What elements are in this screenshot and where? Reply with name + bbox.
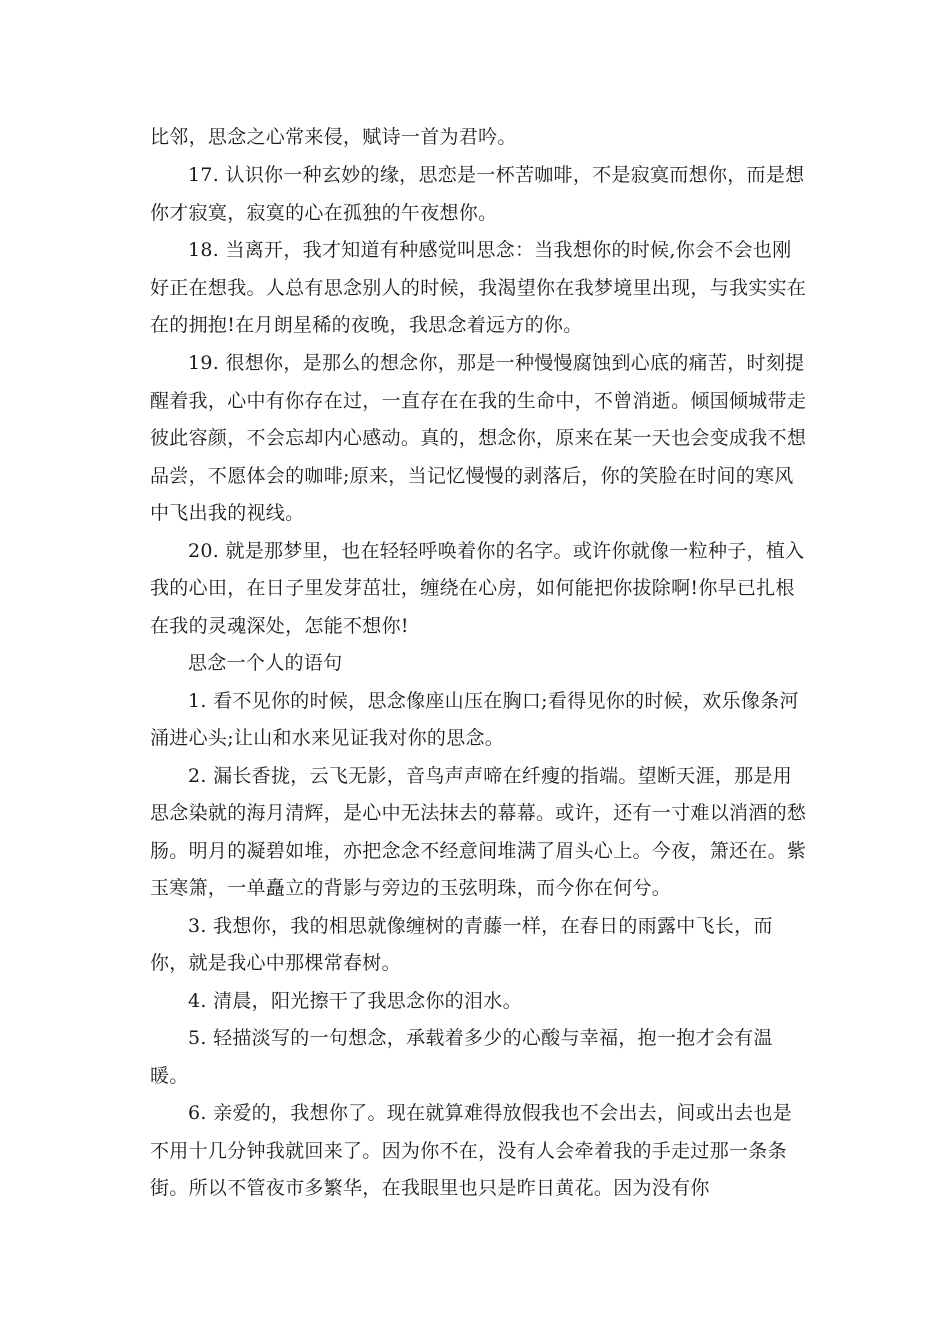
text-line: 18. 当离开，我才知道有种感觉叫思念：当我想你的时候,你会不会也刚 <box>188 239 792 261</box>
text-line: 6. 亲爱的，我想你了。现在就算难得放假我也不会出去，间或出去也是 <box>188 1102 793 1124</box>
text-line: 比邻，思念之心常来侵，赋诗一首为君吟。 <box>150 126 517 148</box>
text-line: 我的心田，在日子里发芽茁壮，缠绕在心房，如何能把你拔除啊!你早已扎根 <box>150 577 795 599</box>
section-heading: 思念一个人的语句 <box>188 652 343 674</box>
text-line: 中飞出我的视线。 <box>150 502 305 524</box>
text-line: 4. 清晨，阳光擦干了我思念你的泪水。 <box>188 990 522 1012</box>
text-line: 醒着我，心中有你存在过，一直存在在我的生命中，不曾消逝。倾国倾城带走 <box>150 390 807 412</box>
text-line: 涌进心头;让山和水来见证我对你的思念。 <box>150 727 505 749</box>
text-line: 在我的灵魂深处，怎能不想你! <box>150 615 409 637</box>
text-line: 17. 认识你一种玄妙的缘，思恋是一杯苦咖啡，不是寂寞而想你，而是想 <box>188 164 805 186</box>
text-line: 你才寂寞，寂寞的心在孤独的午夜想你。 <box>150 202 498 224</box>
text-line: 暖。 <box>150 1065 189 1087</box>
text-line: 19. 很想你，是那么的想念你，那是一种慢慢腐蚀到心底的痛苦，时刻提 <box>188 352 805 374</box>
text-line: 彼此容颜，不会忘却内心感动。真的，想念你，原来在某一天也会变成我不想 <box>150 427 807 449</box>
text-line: 肠。明月的凝碧如堆，亦把念念不经意间堆满了眉头心上。今夜，箫还在。紫 <box>150 840 807 862</box>
text-line: 玉寒箫，一单矗立的背影与旁边的玉弦明珠，而今你在何兮。 <box>150 877 672 899</box>
text-line: 20. 就是那梦里，也在轻轻呼唤着你的名字。或许你就像一粒种子，植入 <box>188 540 805 562</box>
text-line: 品尝，不愿体会的咖啡;原来，当记忆慢慢的剥落后，你的笑脸在时间的寒风 <box>150 465 794 487</box>
text-line: 不用十几分钟我就回来了。因为你不在，没有人会牵着我的手走过那一条条 <box>150 1140 787 1162</box>
text-line: 1. 看不见你的时候，思念像座山压在胸口;看得见你的时候，欢乐像条河 <box>188 690 799 712</box>
text-line: 5. 轻描淡写的一句想念，承载着多少的心酸与幸福，抱一抱才会有温 <box>188 1027 773 1049</box>
text-line: 在的拥抱!在月朗星稀的夜晚，我思念着远方的你。 <box>150 314 583 336</box>
text-line: 好正在想我。人总有思念别人的时候，我渴望你在我梦境里出现，与我实实在 <box>150 277 807 299</box>
text-line: 2. 漏长香拢，云飞无影，音鸟声声啼在纤瘦的指端。望断天涯，那是用 <box>188 765 793 787</box>
text-line: 3. 我想你，我的相思就像缠树的青藤一样，在春日的雨露中飞长，而 <box>188 915 773 937</box>
text-line: 思念染就的海月清辉，是心中无法抹去的幕幕。或许，还有一寸难以消酒的愁 <box>150 802 807 824</box>
text-line: 街。所以不管夜市多繁华，在我眼里也只是昨日黄花。因为没有你 <box>150 1177 710 1199</box>
text-line: 你，就是我心中那棵常春树。 <box>150 952 401 974</box>
